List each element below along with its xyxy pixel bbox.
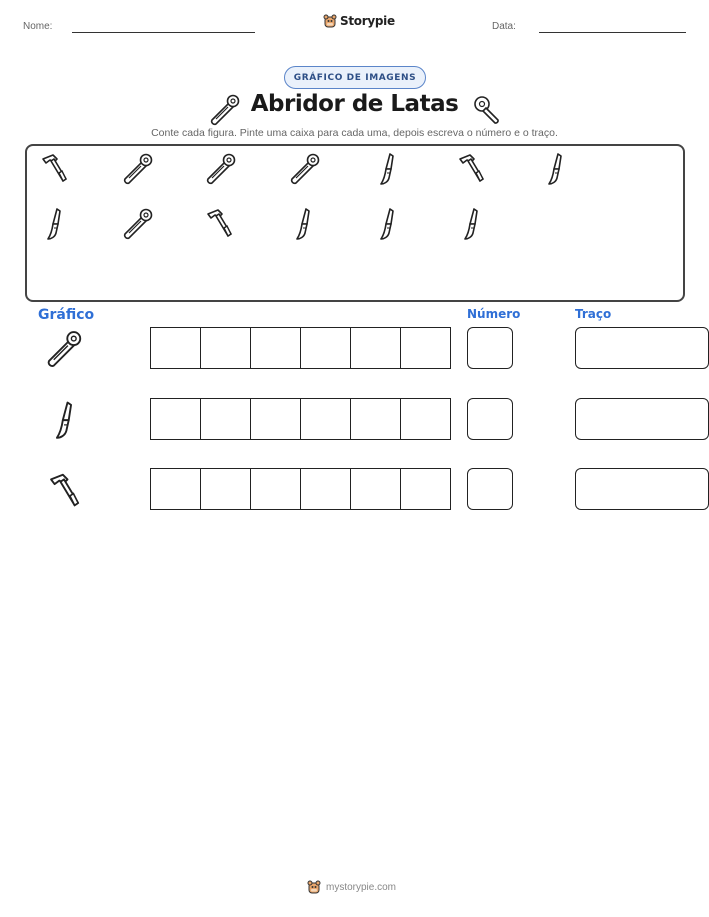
tally-box[interactable] <box>301 399 351 439</box>
can-opener-icon <box>119 151 153 185</box>
tally-box[interactable] <box>251 399 301 439</box>
tally-box[interactable] <box>401 328 450 368</box>
tally-boxes <box>150 398 451 440</box>
tally-box[interactable] <box>201 399 251 439</box>
can-opener-icon <box>202 151 236 185</box>
knife-icon <box>37 206 71 240</box>
tally-box[interactable] <box>201 469 251 509</box>
hammer-icon <box>37 151 71 185</box>
tally-box[interactable] <box>151 469 201 509</box>
tally-box[interactable] <box>151 328 201 368</box>
trace-answer-box[interactable] <box>575 327 709 369</box>
footer <box>307 879 396 895</box>
knife-icon <box>370 151 404 185</box>
graph-column-header: Gráfico <box>38 307 95 323</box>
storypie-mascot-icon <box>323 13 337 29</box>
round-can-opener-icon <box>470 92 504 126</box>
hammer-icon <box>454 151 488 185</box>
footer-url[interactable]: mystorypie.com <box>326 881 397 893</box>
trace-column-header: Traço <box>575 307 612 321</box>
knife-icon <box>44 399 84 439</box>
hammer-icon <box>44 470 84 510</box>
number-answer-box[interactable] <box>467 327 513 369</box>
tally-box[interactable] <box>351 328 401 368</box>
trace-answer-box[interactable] <box>575 398 709 440</box>
knife-icon <box>454 206 488 240</box>
can-opener-icon <box>286 151 320 185</box>
tally-box[interactable] <box>201 328 251 368</box>
tally-box[interactable] <box>251 328 301 368</box>
number-answer-box[interactable] <box>467 398 513 440</box>
can-opener-icon <box>119 206 153 240</box>
tally-box[interactable] <box>401 469 450 509</box>
tally-box[interactable] <box>151 399 201 439</box>
hammer-icon <box>202 206 236 240</box>
tally-box[interactable] <box>351 469 401 509</box>
number-answer-box[interactable] <box>467 468 513 510</box>
tally-box[interactable] <box>351 399 401 439</box>
instructions-text: Conte cada figura. Pinte uma caixa para cada uma, depois escreva o número e o traço. <box>151 127 558 139</box>
knife-icon <box>370 206 404 240</box>
storypie-mascot-icon <box>307 879 321 895</box>
trace-answer-box[interactable] <box>575 468 709 510</box>
storypie-logo <box>323 13 395 29</box>
tally-box[interactable] <box>301 469 351 509</box>
tally-box[interactable] <box>401 399 450 439</box>
knife-icon <box>286 206 320 240</box>
can-opener-icon <box>42 328 82 368</box>
date-label: Data: <box>492 21 516 32</box>
brand-name: Storypie <box>340 14 395 28</box>
tally-box[interactable] <box>301 328 351 368</box>
tally-boxes <box>150 468 451 510</box>
name-label: Nome: <box>23 21 53 32</box>
page-title: Abridor de Latas <box>250 91 459 117</box>
knife-icon <box>538 151 572 185</box>
tally-box[interactable] <box>251 469 301 509</box>
date-line[interactable] <box>539 32 686 33</box>
badge-label: GRÁFICO DE IMAGENS <box>293 72 417 83</box>
picture-box <box>25 144 685 302</box>
worksheet-type-badge <box>284 66 426 89</box>
tally-boxes <box>150 327 451 369</box>
name-line[interactable] <box>72 32 255 33</box>
number-column-header: Número <box>467 307 521 321</box>
